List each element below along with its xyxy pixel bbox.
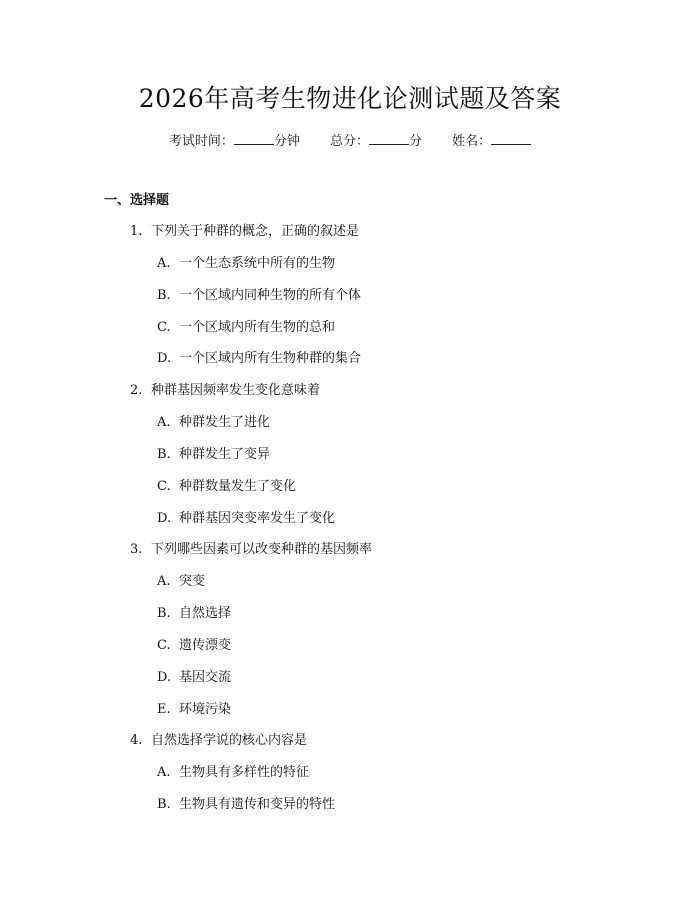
question-text: 下列关于种群的概念，正确的叙述是 — [151, 224, 360, 239]
total-score-label: 总分： — [329, 134, 369, 149]
answer-option[interactable] — [130, 477, 670, 497]
option-letter: A. — [157, 415, 171, 431]
question-stem — [130, 731, 670, 751]
answer-option[interactable] — [130, 254, 670, 274]
exam-time-field — [169, 130, 300, 152]
option-text: 突变 — [179, 574, 206, 590]
option-text: 一个生态系统中所有的生物 — [179, 256, 336, 271]
option-letter: C. — [157, 319, 171, 335]
question-text: 自然选择学说的核心内容是 — [151, 733, 308, 749]
option-text: 自然选择 — [179, 606, 232, 622]
exam-time-unit: 分钟 — [273, 134, 300, 149]
option-text: 遗传漂变 — [179, 637, 232, 653]
exam-time-label: 考试时间： — [168, 134, 234, 149]
exam-title: 2026年高考生物进化论测试题及答案 — [138, 84, 562, 113]
question-item — [130, 222, 670, 369]
option-letter: A. — [157, 574, 171, 590]
answer-option[interactable] — [130, 604, 670, 624]
answer-option[interactable] — [130, 318, 670, 338]
answer-option[interactable] — [130, 763, 670, 783]
option-letter: A. — [157, 256, 171, 271]
option-text: 一个区域内同种生物的所有个体 — [179, 287, 362, 303]
exam-time-blank[interactable] — [234, 130, 274, 145]
question-number: 3. — [130, 542, 143, 558]
option-letter: B. — [157, 446, 171, 462]
option-text: 种群基因突变率发生了变化 — [179, 510, 336, 526]
question-stem — [130, 540, 670, 560]
option-text: 种群发生了进化 — [179, 415, 271, 431]
option-text: 种群发生了变异 — [179, 446, 271, 462]
question-stem — [130, 222, 670, 242]
answer-option[interactable] — [130, 349, 670, 369]
student-name-label: 姓名： — [452, 134, 492, 149]
total-score-blank[interactable] — [369, 130, 409, 145]
section-heading: 一、选择题 — [104, 193, 170, 208]
question-number: 1. — [130, 224, 143, 239]
option-text: 环境污染 — [179, 701, 232, 717]
option-text: 一个区域内所有生物种群的集合 — [179, 351, 362, 367]
option-letter: C. — [157, 637, 171, 653]
question-number: 2. — [130, 383, 143, 399]
option-letter: D. — [157, 510, 172, 526]
option-text: 基因交流 — [179, 669, 232, 685]
option-letter: A. — [157, 765, 171, 781]
option-letter: C. — [157, 478, 171, 494]
answer-option[interactable] — [130, 413, 670, 433]
question-text: 下列哪些因素可以改变种群的基因频率 — [151, 542, 373, 558]
question-item — [130, 540, 670, 719]
answer-option[interactable] — [130, 636, 670, 656]
student-name-field — [452, 130, 531, 152]
answer-option[interactable] — [130, 572, 670, 592]
answer-option[interactable] — [130, 668, 670, 688]
question-number: 4. — [130, 733, 143, 749]
option-letter: D. — [157, 669, 172, 685]
answer-option[interactable] — [130, 445, 670, 465]
answer-option[interactable] — [130, 700, 670, 720]
total-score-field — [330, 130, 422, 152]
option-text: 生物具有多样性的特征 — [179, 765, 310, 781]
question-text: 种群基因频率发生变化意味着 — [151, 383, 321, 399]
answer-option[interactable] — [130, 795, 670, 815]
question-stem — [130, 381, 670, 401]
question-item — [130, 381, 670, 528]
option-text: 生物具有遗传和变异的特性 — [179, 797, 336, 813]
student-name-blank[interactable] — [491, 130, 531, 145]
option-letter: E. — [157, 701, 171, 717]
option-text: 种群数量发生了变化 — [179, 478, 297, 494]
answer-option[interactable] — [130, 509, 670, 529]
question-item — [130, 731, 670, 815]
answer-option[interactable] — [130, 286, 670, 306]
total-score-unit: 分 — [409, 134, 423, 149]
option-text: 一个区域内所有生物的总和 — [179, 319, 336, 335]
option-letter: B. — [157, 287, 171, 303]
exam-info-line — [0, 130, 700, 152]
option-letter: B. — [157, 797, 171, 813]
option-letter: B. — [157, 606, 171, 622]
question-list — [130, 222, 670, 827]
option-letter: D. — [157, 351, 172, 367]
